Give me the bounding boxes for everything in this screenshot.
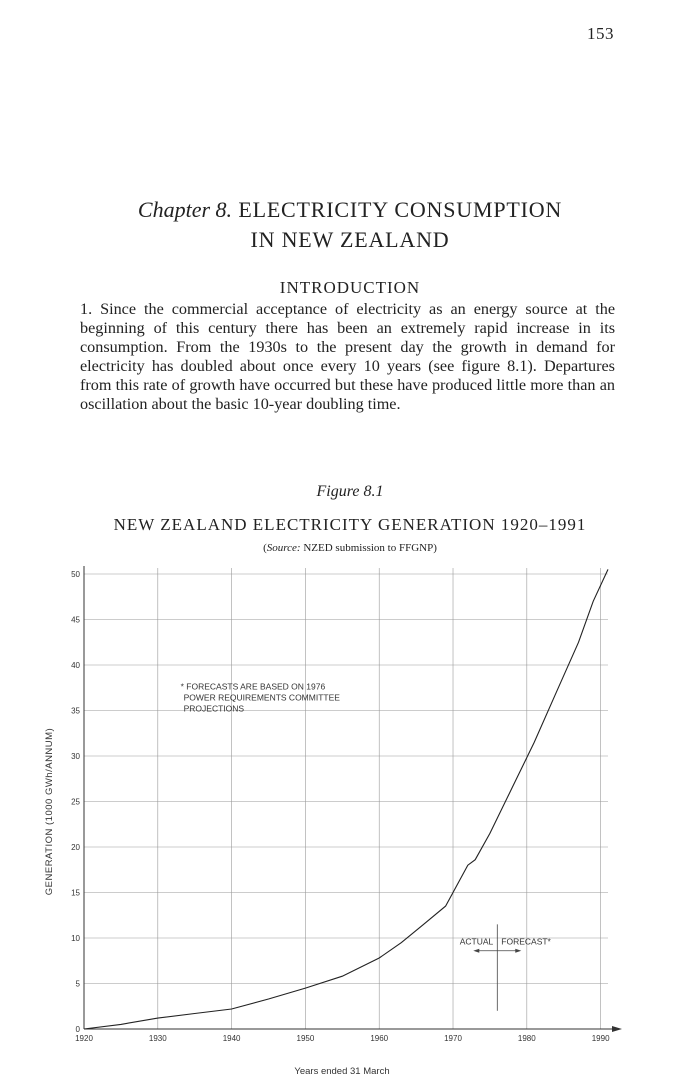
chapter-title-line1: ELECTRICITY CONSUMPTION [238, 197, 563, 222]
chapter-label: Chapter 8. [137, 197, 233, 222]
page-number: 153 [587, 24, 614, 43]
y-tick-label: 20 [71, 843, 80, 852]
y-tick-label: 15 [71, 888, 80, 898]
x-tick-label: 1960 [370, 1034, 389, 1043]
chapter-heading [0, 195, 700, 255]
figure-source-text: NZED submission to FFGNP) [300, 542, 437, 554]
forecast-label: FORECAST* [501, 936, 551, 947]
generation-line [84, 569, 608, 1029]
y-tick-label: 5 [75, 979, 80, 989]
figure-title: NEW ZEALAND ELECTRICITY GENERATION 1920–1991 [113, 515, 587, 534]
x-tick-label: 1920 [75, 1034, 93, 1043]
chart-ticks [71, 570, 610, 1043]
x-axis-label: Years ended 31 March [294, 1066, 390, 1077]
y-axis-label: GENERATION (1000 GWh/ANNUM) [44, 727, 55, 896]
y-tick-label: 0 [75, 1025, 80, 1034]
section-heading: INTRODUCTION [279, 278, 421, 297]
y-tick-label: 30 [71, 752, 80, 761]
y-tick-label: 50 [71, 570, 80, 579]
figure-source-word: Source: [266, 542, 301, 554]
figure-source: (Source: NZED submission to FFGNP) [263, 542, 437, 554]
x-axis-arrow [612, 1026, 622, 1032]
y-tick-label: 40 [71, 661, 80, 670]
actual-arrow-head [473, 949, 479, 953]
forecast-note-line2: POWER REQUIREMENTS COMMITTEE [183, 692, 340, 703]
x-tick-label: 1930 [148, 1034, 167, 1043]
chart-axes [84, 566, 622, 1032]
x-tick-label: 1980 [517, 1034, 536, 1043]
forecast-note-line1: * FORECASTS ARE BASED ON 1976 [180, 681, 326, 692]
figure-label: Figure 8.1 [316, 483, 384, 500]
x-tick-label: 1970 [444, 1034, 462, 1043]
forecast-note-line3: PROJECTIONS [183, 703, 245, 714]
x-tick-label: 1950 [296, 1034, 315, 1043]
x-tick-label: 1990 [591, 1034, 610, 1043]
chart-series [84, 569, 608, 1029]
y-tick-label: 35 [71, 706, 80, 716]
x-tick-label: 1940 [222, 1034, 241, 1043]
y-tick-label: 45 [71, 615, 80, 625]
y-tick-label: 25 [71, 797, 80, 807]
intro-paragraph: 1. Since the commercial acceptance of electricity as an energy source at the beginning of this century there has been an extremely rapid increase in its consumption. From the 1930s to the present day the growth in demand for electricity has doubled about once every 10 years (see figure 8.1). Departures from this rate of growth have occurred but these have produced little more than an oscillation about the basic 10-year doubling time. [80, 300, 615, 413]
forecast-arrow-head [515, 949, 521, 953]
chart-grid [84, 568, 608, 1029]
chapter-title-line2: IN NEW ZEALAND [250, 227, 450, 252]
y-tick-label: 10 [71, 934, 80, 943]
actual-label: ACTUAL [459, 936, 494, 947]
generation-chart [0, 555, 700, 1092]
chapter-heading-line1 [0, 195, 700, 225]
